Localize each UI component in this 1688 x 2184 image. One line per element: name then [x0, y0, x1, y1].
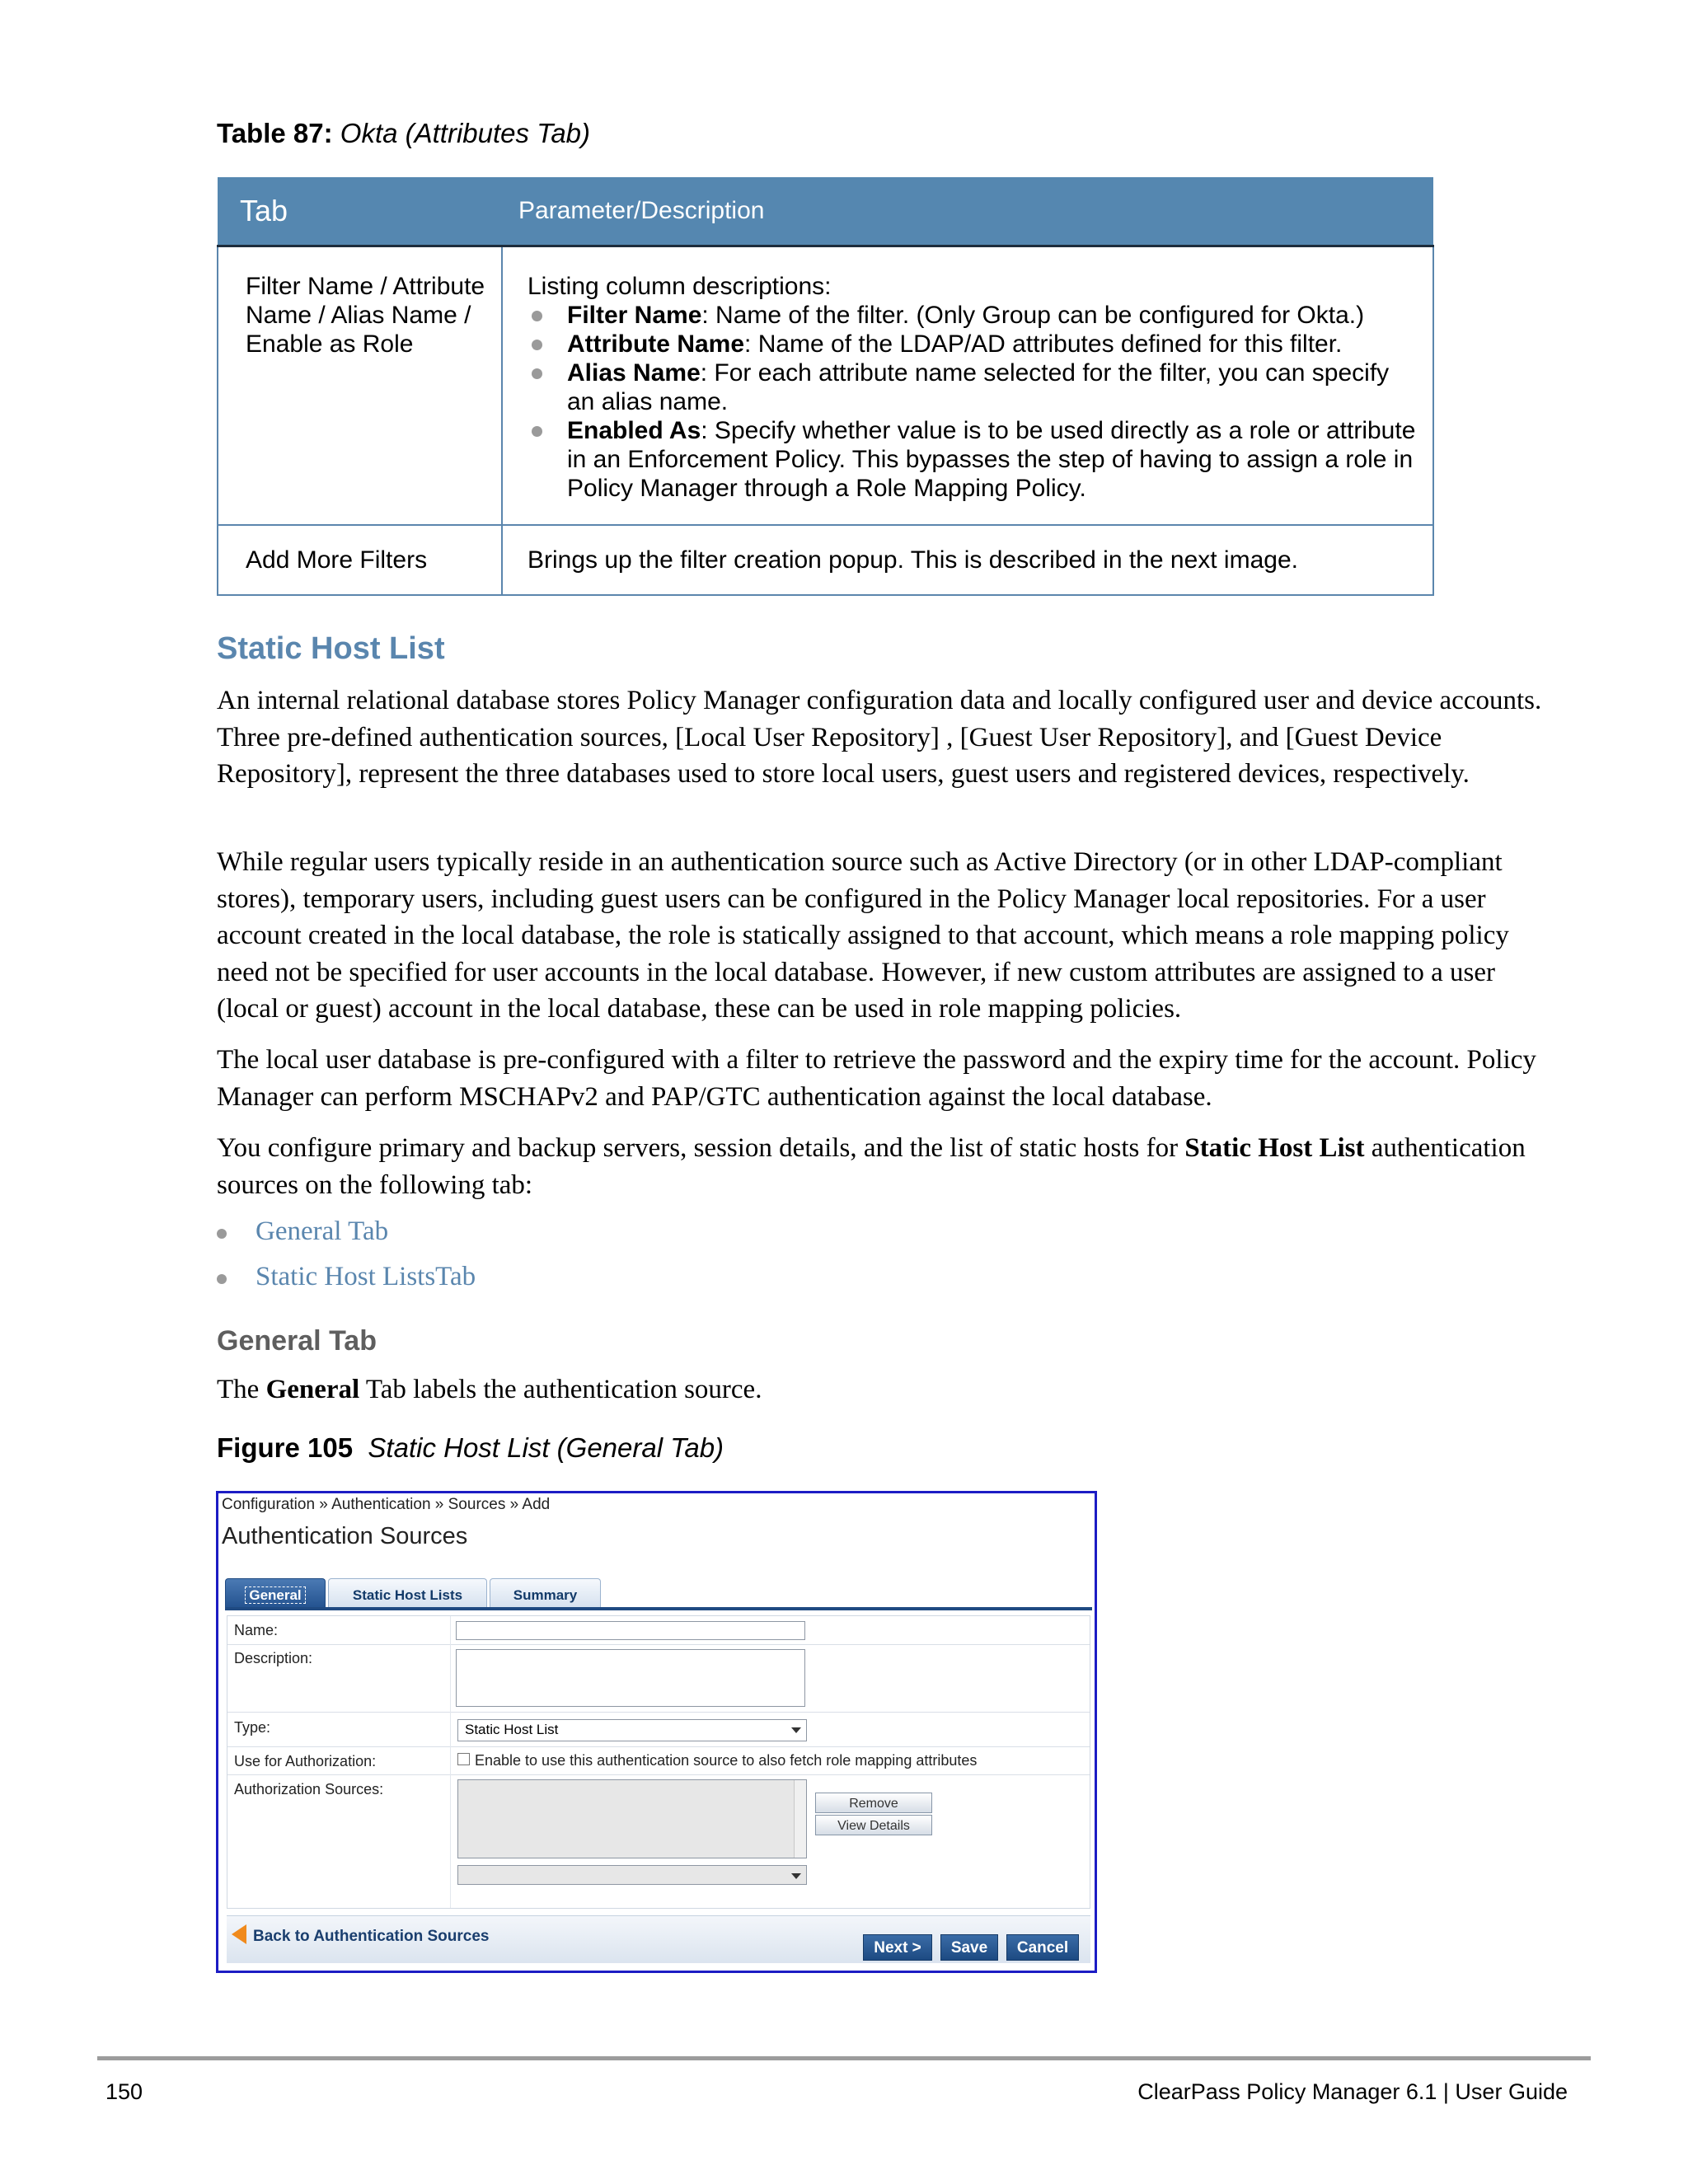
- table-cell-description: [502, 246, 1433, 526]
- chevron-down-icon: [791, 1873, 801, 1879]
- authorization-checkbox-text: Enable to use this authentication source to also fetch role mapping attributes: [475, 1752, 978, 1769]
- authorization-sources-list[interactable]: [457, 1779, 807, 1858]
- authorization-sources-label: Authorization Sources:: [234, 1781, 384, 1797]
- paragraph: While regular users typically reside in an authentication source such as Active Directory (or in other LDAP-compliant stores), temporary users, including guest users can be configured in the Policy Manager local repositories. For a user account created in the local database, the role is statically assigned to that account, which means a role mapping policy need not be specified for user accounts in the local database. However, if new custom attributes are assigned to a user (local or guest) account in the local database, these can be used in role mapping policies.: [217, 847, 1509, 1024]
- term: Attribute Name: [567, 330, 745, 358]
- text: You configure primary and backup servers, session details, and the list of static hosts for: [217, 1133, 1185, 1163]
- figure-label: Figure 105: [217, 1432, 354, 1463]
- tab-label: General: [245, 1586, 305, 1604]
- type-label: Type:: [234, 1719, 271, 1736]
- table-cell-tab: Filter Name / Attribute Name / Alias Name / Enable as Role: [218, 246, 502, 526]
- form-row-type: [227, 1712, 1090, 1747]
- term-desc: : Name of the LDAP/AD attributes defined for this filter.: [744, 330, 1343, 358]
- list-item: [528, 359, 1418, 416]
- text: Tab labels the authentication source.: [359, 1375, 762, 1404]
- table-header-param: Parameter/Description: [502, 177, 1433, 246]
- figure-title: Static Host List (General Tab): [368, 1432, 724, 1463]
- term: Filter Name: [567, 302, 702, 329]
- back-arrow-icon[interactable]: [232, 1924, 246, 1944]
- bullet-icon: [217, 1274, 227, 1284]
- tab-static-host-lists[interactable]: Static Host Lists: [328, 1578, 487, 1608]
- save-button[interactable]: Save: [940, 1934, 998, 1961]
- page-number: 150: [106, 2079, 143, 2104]
- scrollbar[interactable]: [794, 1780, 806, 1858]
- breadcrumb[interactable]: Configuration » Authentication » Sources » Add: [222, 1496, 551, 1513]
- figure-caption: [217, 1432, 724, 1464]
- form-row-name: [227, 1616, 1090, 1645]
- tab-summary[interactable]: Summary: [490, 1578, 601, 1608]
- back-link[interactable]: Back to Authentication Sources: [253, 1928, 490, 1945]
- form-row-authorization: [227, 1746, 1090, 1775]
- listing-column-list: [528, 301, 1418, 503]
- paragraph: The local user database is pre-configured with a filter to retrieve the password and the expiry time for the account. Policy Manager can perform MSCHAPv2 and PAP/GTC authentication against the local database.: [217, 1045, 1536, 1112]
- table-row: [218, 246, 1433, 526]
- text: The: [217, 1375, 266, 1404]
- list-item: [528, 416, 1418, 503]
- link-text[interactable]: Static Host ListsTab: [256, 1262, 476, 1291]
- bold-text: Static Host List: [1184, 1133, 1365, 1163]
- term-desc: : For each attribute name selected for the filter, you can specify an alias name.: [567, 359, 1390, 415]
- form-row-description: [227, 1644, 1090, 1713]
- bold-text: General: [265, 1375, 360, 1404]
- authorization-checkbox[interactable]: [457, 1753, 470, 1765]
- table-row: [218, 525, 1433, 595]
- table-caption-label: Table 87:: [217, 118, 333, 148]
- table-cell-tab: Add More Filters: [218, 525, 502, 595]
- section-heading: Static Host List: [217, 631, 445, 666]
- table-cell-description: Brings up the filter creation popup. This is described in the next image.: [502, 525, 1433, 595]
- page-title: Authentication Sources: [222, 1523, 468, 1549]
- table-caption-title: Okta (Attributes Tab): [340, 118, 591, 148]
- term-desc: : Name of the filter. (Only Group can be configured for Okta.): [701, 302, 1365, 329]
- view-details-button[interactable]: View Details: [815, 1815, 932, 1835]
- form-footer: [227, 1915, 1090, 1963]
- tab-divider: [225, 1607, 1092, 1610]
- chevron-down-icon: [791, 1727, 801, 1733]
- term: Alias Name: [567, 359, 701, 387]
- type-select[interactable]: [457, 1719, 807, 1741]
- remove-button[interactable]: Remove: [815, 1793, 932, 1813]
- listing-intro: Listing column descriptions:: [528, 273, 832, 300]
- okta-attributes-table: [217, 177, 1434, 596]
- text: authentication sources on the following tab:: [217, 1133, 1526, 1200]
- subsection-heading: General Tab: [217, 1325, 377, 1357]
- paragraph: [217, 1371, 1560, 1408]
- list-item: [528, 330, 1418, 359]
- description-textarea[interactable]: [456, 1649, 805, 1707]
- term-desc: : Specify whether value is to be used directly as a role or attribute in an Enforcement Policy. This bypasses the step of having to assign a role in Policy Manager through a Role Mapping Policy.: [567, 417, 1416, 502]
- paragraph: [217, 1130, 1560, 1203]
- name-input[interactable]: [456, 1621, 805, 1640]
- list-item: [528, 301, 1418, 330]
- term: Enabled As: [567, 417, 701, 444]
- bullet-icon: [217, 1229, 227, 1239]
- type-selected-value: Static Host List: [465, 1722, 559, 1737]
- footer-rule: [97, 2056, 1591, 2060]
- general-form: [227, 1615, 1090, 1909]
- cancel-button[interactable]: Cancel: [1006, 1934, 1079, 1961]
- screenshot-figure: [216, 1491, 1097, 1973]
- guide-title: ClearPass Policy Manager 6.1 | User Guide: [1137, 2079, 1568, 2104]
- form-row-authorization-sources: [227, 1774, 1090, 1908]
- table-caption: [217, 118, 590, 149]
- authorization-label: Use for Authorization:: [234, 1753, 377, 1769]
- table-header-tab: Tab: [218, 177, 502, 246]
- authorization-sources-select[interactable]: [457, 1865, 807, 1885]
- link-text[interactable]: General Tab: [256, 1216, 389, 1246]
- paragraph: An internal relational database stores Policy Manager configuration data and locally configured user and device accounts. Three pre-defined authentication sources, [Local User Repository] , [Guest User Repository], and [Guest Device Repository], represent the three databases used to store local users, guest users and registered devices, respectively.: [217, 686, 1542, 789]
- tab-general[interactable]: [225, 1578, 326, 1608]
- description-label: Description:: [234, 1650, 313, 1666]
- next-button[interactable]: Next >: [863, 1934, 932, 1961]
- name-label: Name:: [234, 1622, 279, 1638]
